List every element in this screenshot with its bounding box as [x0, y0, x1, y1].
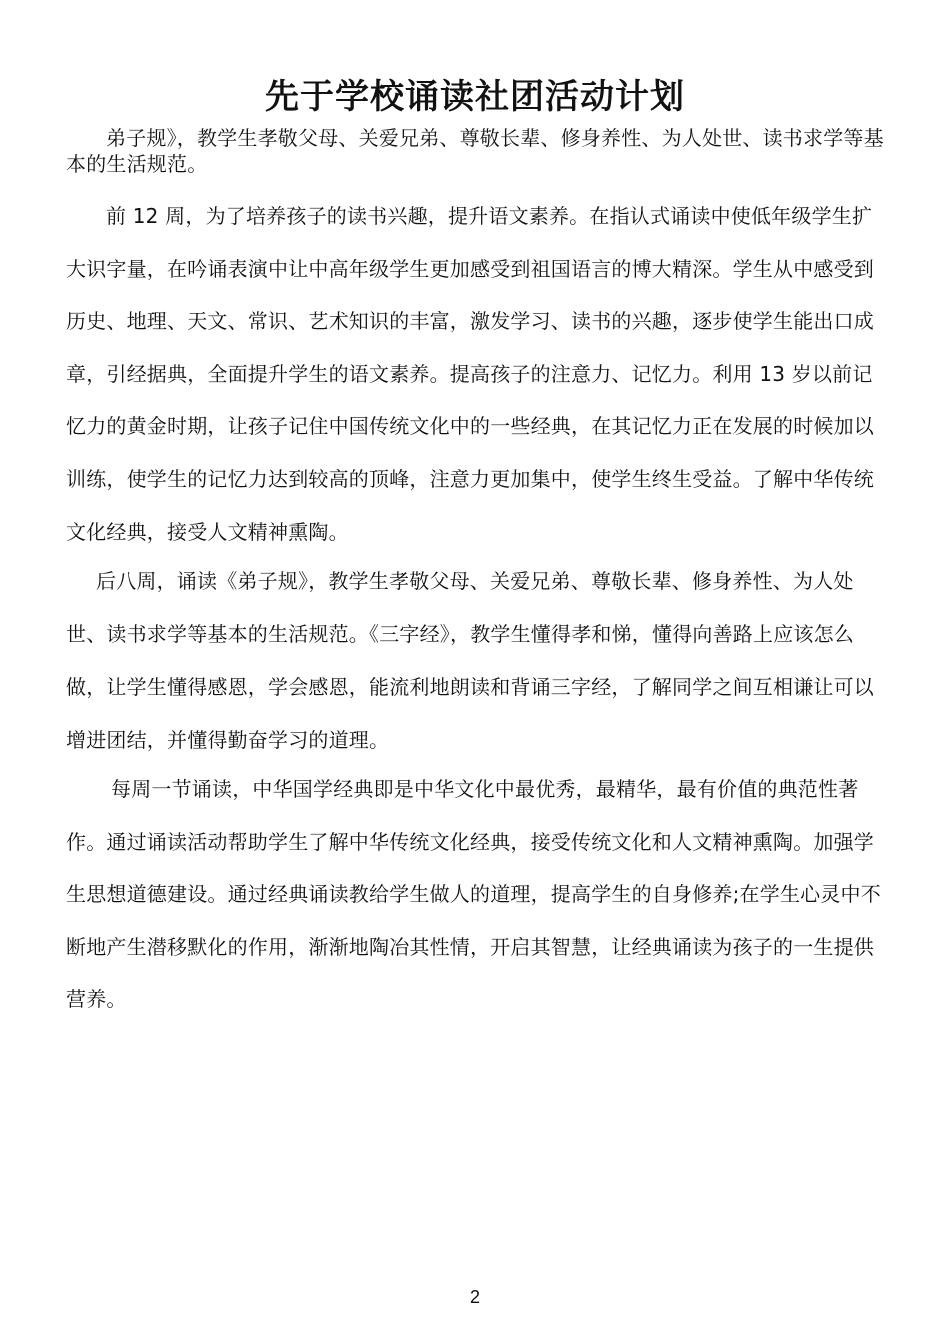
paragraph-dizigui-intro: 弟子规》，教学生孝敬父母、关爱兄弟、尊敬长辈、修身养性、为人处世、读书求学等基本的生活规范。: [66, 126, 884, 176]
paragraph-first-twelve-weeks: 前 12 周，为了培养孩子的读书兴趣，提升语文素养。在指认式诵读中使低年级学生扩大识字量，在吟诵表演中让中高年级学生更加感受到祖国语言的博大精深。学生从中感受到历史、地理、天文、常识、艺术知识的丰富，激发学习、读书的兴趣，逐步使学生能出口成章，引经据典，全面提升学生的语文素养。提高孩子的注意力、记忆力。利用 13 岁以前记忆力的黄金时期，让孩子记住中国传统文化中的一些经典，在其记忆力正在发展的时候加以训练，使学生的记忆力达到较高的顶峰，注意力更加集中，使学生终生受益。了解中华传统文化经典，接受人文精神熏陶。: [66, 204, 874, 544]
page-number: 2: [469, 1287, 480, 1307]
document-title: 先于学校诵读社团活动计划: [265, 76, 685, 117]
paragraph-last-eight-weeks: 后八周，诵读《弟子规》，教学生孝敬父母、关爱兄弟、尊敬长辈、修身养性、为人处世、读书求学等基本的生活规范。《三字经》，教学生懂得孝和悌，懂得向善路上应该怎么做，让学生懂得感恩，学会感恩，能流利地朗读和背诵三字经，了解同学之间互相谦让可以增进团结，并懂得勤奋学习的道理。: [66, 569, 874, 752]
paragraph-weekly-reading: 每周一节诵读，中华国学经典即是中华文化中最优秀，最精华，最有价值的典范性著作。通过诵读活动帮助学生了解中华传统文化经典，接受传统文化和人文精神熏陶。加强学生思想道德建设。通过经典诵读教给学生做人的道理，提高学生的自身修养;在学生心灵中不断地产生潜移默化的作用，渐渐地陶冶其性情，开启其智慧，让经典诵读为孩子的一生提供营养。: [66, 777, 881, 1012]
